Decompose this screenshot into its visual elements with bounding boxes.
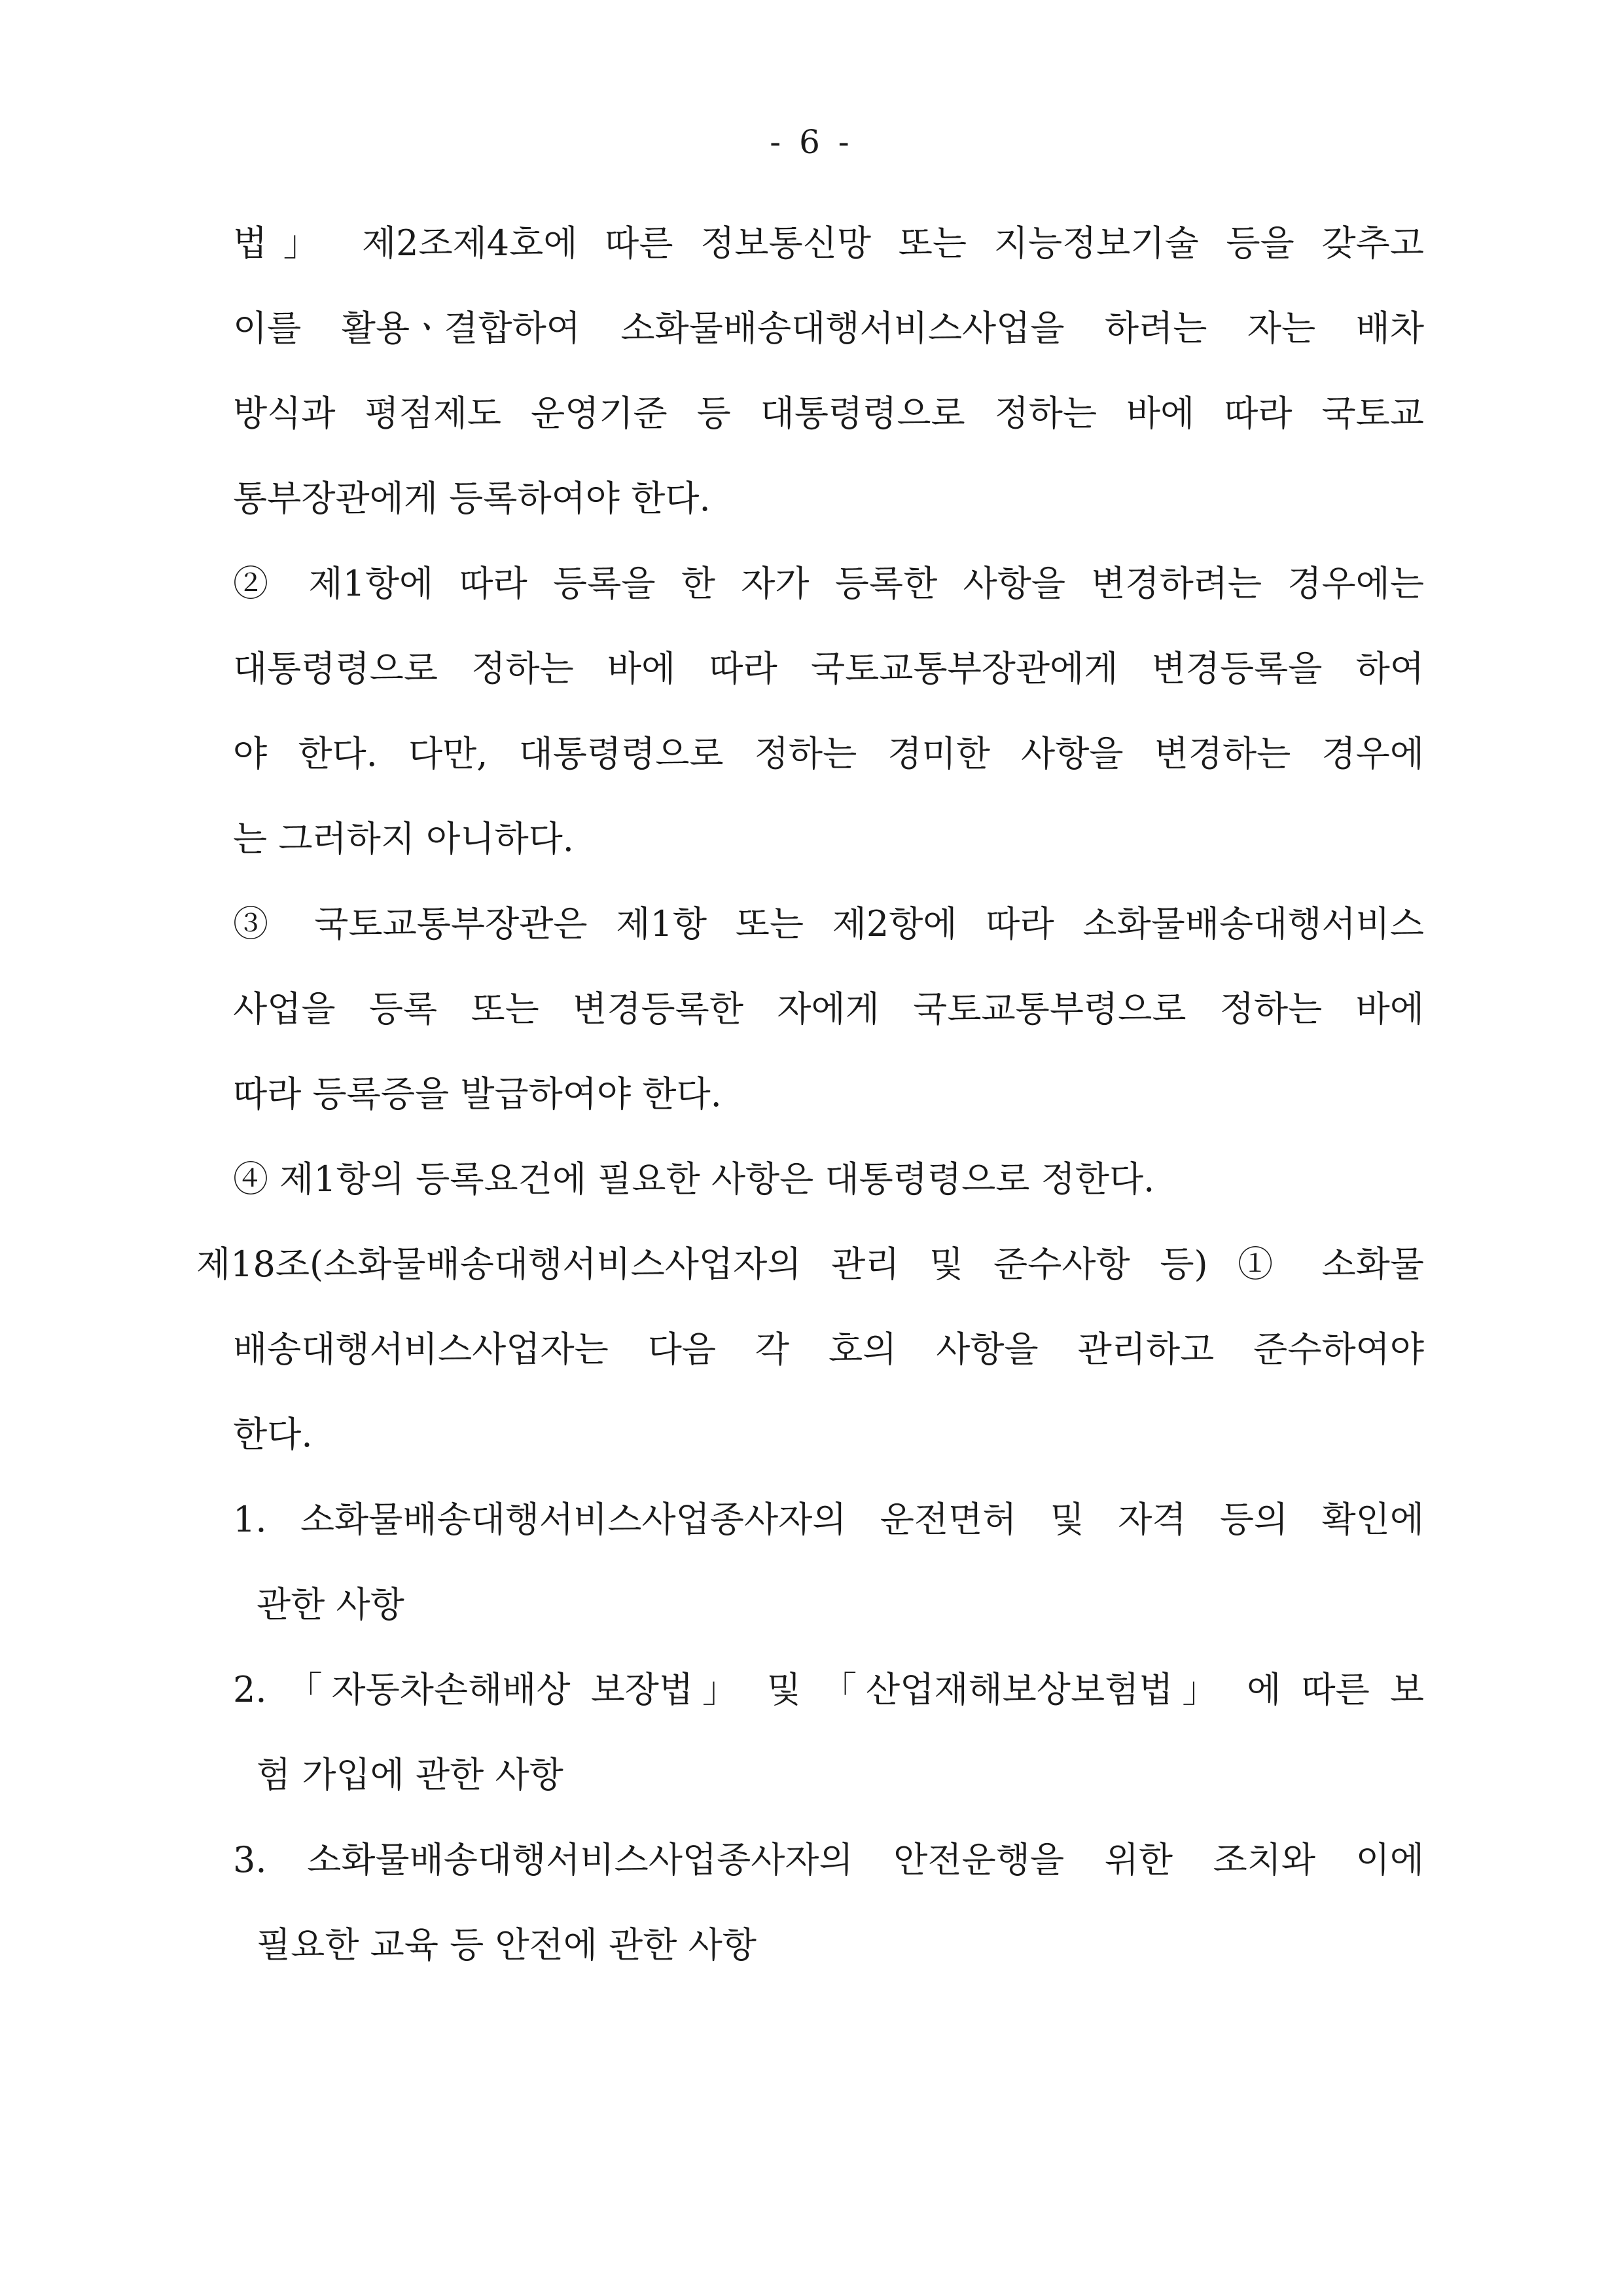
text-line: 대통령령으로 정하는 바에 따라 국토교통부장관에게 변경등록을 하여 [233,648,1424,689]
text-line: 사업을 등록 또는 변경등록한 자에게 국토교통부령으로 정하는 바에 [233,988,1424,1030]
text-line: 험 가입에 관한 사항 [257,1754,563,1795]
paragraph-2-line: ② 제1항에 따라 등록을 한 자가 등록한 사항을 변경하려는 경우에는 [233,563,1424,604]
paragraph-4-line: ④ 제1항의 등록요건에 필요한 사항은 대통령령으로 정한다. [233,1158,1155,1200]
text-line: 필요한 교육 등 안전에 관한 사항 [257,1924,757,1965]
text-line: 따라 등록증을 발급하여야 한다. [233,1073,722,1115]
page-number: - 6 - [770,123,853,161]
item-3-line: 3. 소화물배송대행서비스사업종사자의 안전운행을 위한 조치와 이에 [233,1839,1424,1880]
text-line: 한다. [233,1414,313,1455]
text-line: 통부장관에게 등록하여야 한다. [233,478,711,519]
item-2-line: 2. 「자동차손해배상 보장법」 및 「산업재해보상보험법」 에 따른 보 [233,1669,1424,1710]
text-line: 야 한다. 다만, 대통령령으로 정하는 경미한 사항을 변경하는 경우에 [233,733,1424,774]
text-line: 법」 제2조제4호에 따른 정보통신망 또는 지능정보기술 등을 갖추고 [233,223,1424,264]
paragraph-3-line: ③ 국토교통부장관은 제1항 또는 제2항에 따라 소화물배송대행서비스 [233,903,1424,944]
text-line: 배송대행서비스사업자는 다음 각 호의 사항을 관리하고 준수하여야 [233,1329,1424,1370]
text-line: 이를 활용ㆍ결합하여 소화물배송대행서비스사업을 하려는 자는 배차 [233,308,1424,349]
article-18-heading-line: 제18조(소화물배송대행서비스사업자의 관리 및 준수사항 등) ① 소화물 [196,1244,1424,1285]
text-line: 관한 사항 [257,1584,404,1625]
text-line: 방식과 평점제도 운영기준 등 대통령령으로 정하는 바에 따라 국토교 [233,393,1424,434]
text-line: 는 그러하지 아니하다. [233,818,574,859]
item-1-line: 1. 소화물배송대행서비스사업종사자의 운전면허 및 자격 등의 확인에 [233,1499,1424,1540]
